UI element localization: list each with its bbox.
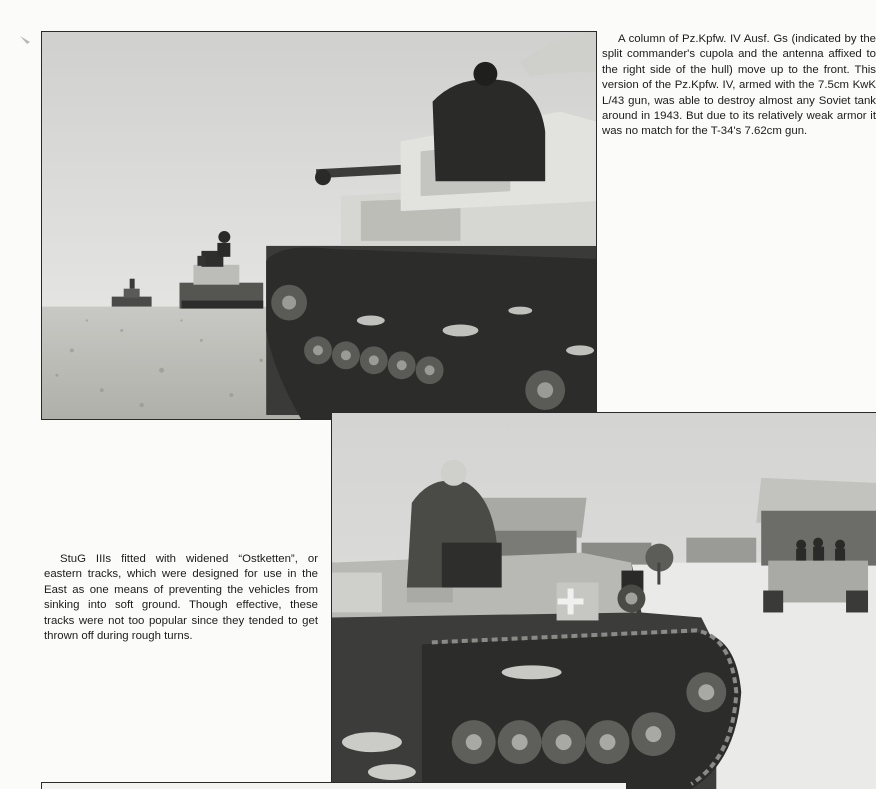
bottom-frame-edge bbox=[41, 782, 627, 789]
photo-panzer-column bbox=[41, 31, 597, 420]
caption-panzer-column: A column of Pz.Kpfw. IV Ausf. Gs (indicated by the split commander's cupola and the antenna affixed to the right side of the hull) move up to the front. This version of the Pz.Kpfw. IV, armed with the 7.5cm KwK L/43 gun, was able to destroy almost any Soviet tank around in 1943. But due to its relatively weak armor it was no match for the T-34's 7.62cm gun. bbox=[602, 33, 876, 138]
caption-stug-ostketten: StuG IIIs fitted with widened “Ostketten”, or eastern tracks, which were designed for use in the East as one means of preventing the vehicles from sinking into soft ground. Though effective, these tracks were not too popular since they tended to get thrown off during rough turns. bbox=[44, 553, 318, 643]
photo-stug-ostketten bbox=[331, 412, 876, 789]
scan-speck bbox=[18, 34, 32, 46]
